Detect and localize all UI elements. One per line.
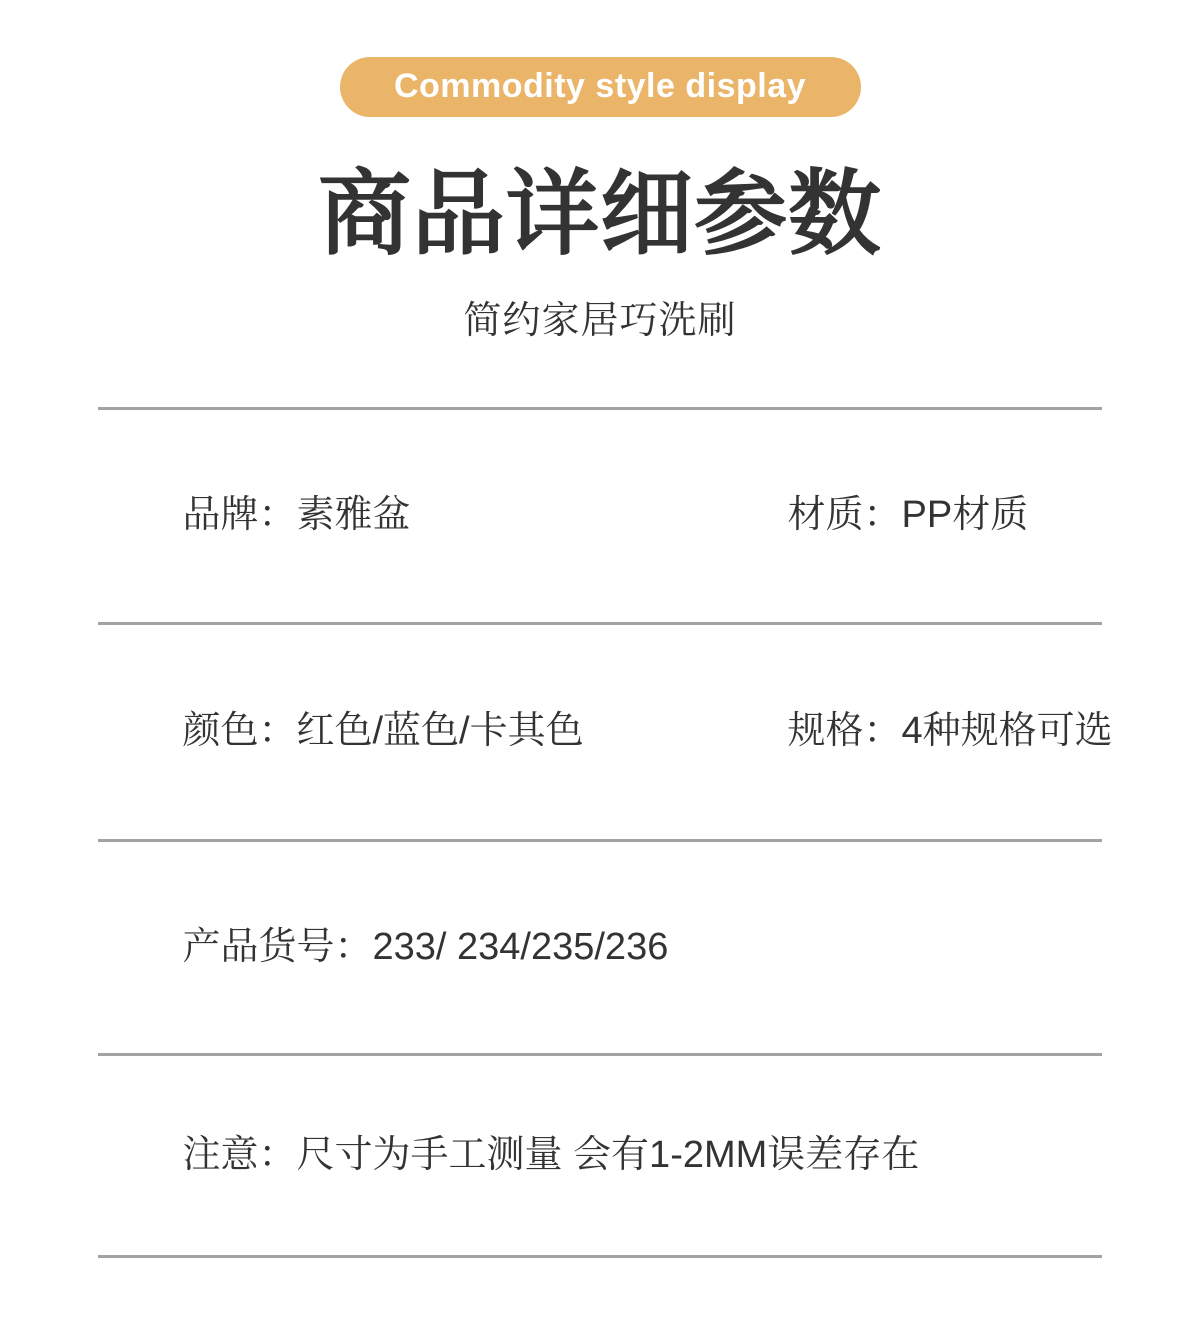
param-spec (703, 664, 1113, 801)
colon: ： (258, 710, 297, 753)
colon: ： (334, 925, 373, 968)
param-brand (98, 448, 703, 585)
param-notice (98, 1087, 919, 1224)
spec-row-notice (98, 1056, 1102, 1255)
section-badge (340, 57, 861, 117)
spec-row-item-number (98, 842, 1102, 1053)
param-item-number-label: 产品货号 (182, 925, 335, 968)
page-title: 商品详细参数 (318, 162, 882, 266)
param-color-label: 颜色 (182, 710, 259, 753)
spec-table (98, 407, 1113, 1258)
param-brand-label: 品牌 (182, 494, 259, 537)
page-subtitle: 简约家居巧洗刷 (463, 300, 737, 342)
section-badge-label: Commodity style display (393, 67, 807, 105)
param-spec-label: 规格 (787, 710, 864, 753)
param-material (703, 448, 1028, 585)
param-color-value: 红色/蓝色/卡其色 (296, 710, 584, 753)
param-item-number-value: 233/ 234/235/236 (372, 925, 669, 968)
colon: ： (863, 494, 902, 537)
param-color (98, 664, 703, 801)
param-notice-label: 注意 (182, 1133, 259, 1176)
param-notice-value: 尺寸为手工测量 会有1-2MM误差存在 (296, 1133, 920, 1176)
param-brand-value: 素雅盆 (296, 494, 411, 537)
param-item-number (98, 879, 668, 1016)
colon: ： (258, 494, 297, 537)
colon: ： (258, 1133, 297, 1176)
spec-row-color-spec (98, 625, 1113, 839)
param-material-value: PP材质 (901, 494, 1029, 537)
param-material-label: 材质 (787, 494, 864, 537)
colon: ： (863, 710, 902, 753)
divider (98, 1255, 1102, 1258)
spec-row-brand-material (98, 410, 1102, 622)
param-spec-value: 4种规格可选 (901, 710, 1113, 753)
